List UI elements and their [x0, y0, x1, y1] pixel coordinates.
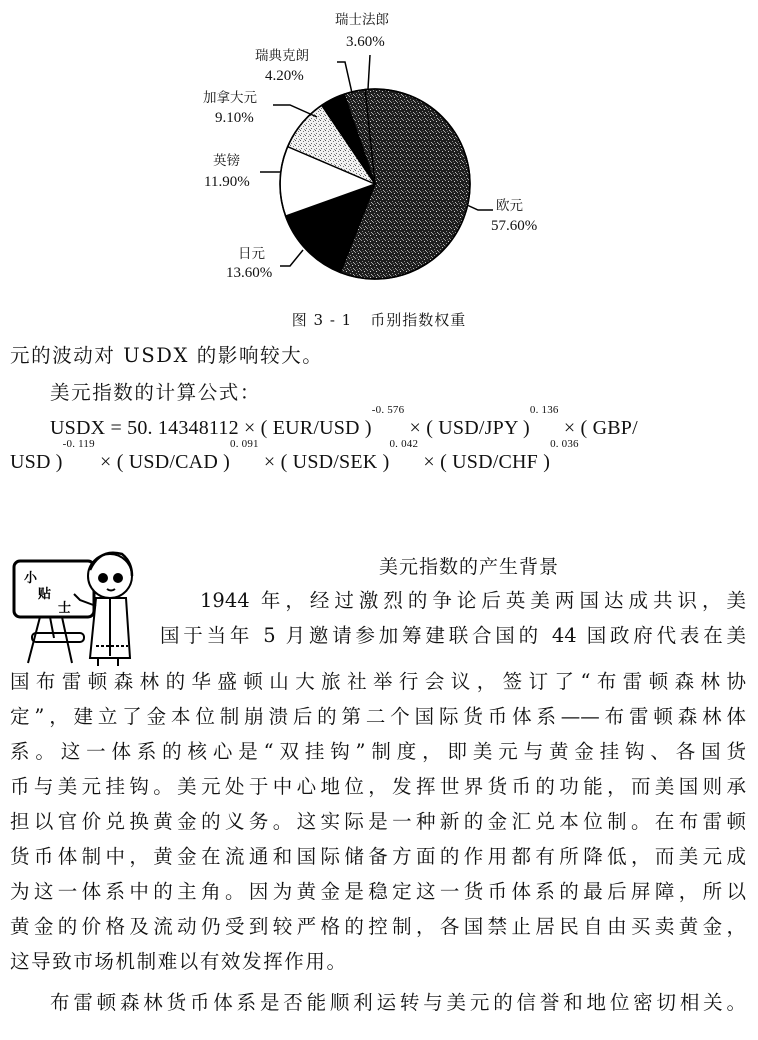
figure-caption: [0, 309, 758, 330]
board-text-2: 贴: [38, 587, 52, 602]
leader-line-sek: [337, 62, 352, 93]
tip-line: 1944 年，经过激烈的争论后英美两国达成共识，美: [200, 589, 746, 612]
tip-line: 国布雷顿森林的华盛顿山大旅社举行会议，签订了“布雷顿森林协: [10, 670, 746, 693]
tip-line: 这导致市场机制难以有效发挥作用。: [10, 950, 348, 973]
pie-slices: [280, 89, 470, 279]
leader-line-chf: [368, 55, 370, 89]
tip-mascot-illustration: [10, 528, 140, 668]
formula-exponent: 0. 136: [529, 404, 559, 416]
figure-title: 币别指数权重: [370, 311, 467, 329]
leader-line-eur: [467, 205, 493, 210]
slice-label-sek: 瑞典克朗: [255, 48, 309, 64]
slice-label-chf: 瑞士法郎: [335, 12, 389, 28]
tip-line: 币与美元挂钩。美元处于中心地位，发挥世界货币的功能，而美国则承: [10, 775, 746, 798]
formula-term: × ( USD/CHF ): [418, 451, 551, 473]
figure-number: 图 3 - 1: [291, 311, 353, 329]
tip-line: 担以官价兑换黄金的义务。这实际是一种新的金汇兑本位制。在布雷顿: [10, 810, 746, 833]
tip-heading: 美元指数的产生背景: [378, 556, 559, 578]
formula-term: × ( USD/JPY ): [404, 417, 530, 439]
formula-term: USD ): [10, 451, 63, 473]
slice-label-gbp: 英镑: [213, 153, 240, 169]
tip-line: 定”，建立了金本位制崩溃后的第二个国际货币体系——布雷顿森林体: [10, 705, 746, 728]
slice-value-chf: 3.60%: [346, 34, 385, 50]
slice-value-gbp: 11.90%: [204, 174, 250, 190]
slice-value-sek: 4.20%: [265, 68, 304, 84]
body-paragraph-line: 元的波动对 USDX 的影响较大。: [10, 344, 324, 367]
pie-chart: [0, 0, 758, 300]
formula-exponent: 0. 042: [389, 438, 419, 450]
slice-value-jpy: 13.60%: [226, 265, 273, 281]
tip-line: 黄金的价格及流动仍受到较严格的控制，各国禁止居民自由买卖黄金，: [10, 915, 746, 938]
leader-line-jpy: [280, 250, 303, 266]
formula-term: × ( USD/SEK ): [258, 451, 390, 473]
formula-term: × ( GBP/: [558, 417, 638, 439]
formula-exponent: 0. 091: [230, 438, 259, 450]
tip-line: 货币体制中，黄金在流通和国际储备方面的作用都有所降低，而美元成: [10, 845, 746, 868]
formula-intro: 美元指数的计算公式：: [50, 381, 262, 404]
slice-value-eur: 57.60%: [491, 218, 538, 234]
formula-exponent: 0. 036: [550, 438, 579, 450]
tip-line: 系。这一体系的核心是“双挂钩”制度，即美元与黄金挂钩、各国货: [10, 740, 746, 763]
slice-label-cad: 加拿大元: [203, 90, 257, 106]
formula-term: × ( USD/CAD ): [94, 451, 231, 473]
tip-line: 布雷顿森林货币体系是否能顺利运转与美元的信誉和地位密切相关。: [50, 991, 746, 1014]
slice-value-cad: 9.10%: [215, 110, 254, 126]
board-text-1: 小: [24, 571, 38, 586]
chalkboard-icon: [14, 561, 94, 617]
tip-line: 国于当年 5 月邀请参加筹建联合国的 44 国政府代表在美: [160, 624, 746, 647]
formula-line-2: [10, 438, 750, 477]
board-text-3: 士: [58, 601, 72, 616]
tip-line: 为这一体系中的主角。因为黄金是稳定这一货币体系的最后屏障，所以: [10, 880, 746, 903]
slice-label-jpy: 日元: [238, 246, 265, 262]
slice-label-eur: 欧元: [496, 198, 523, 214]
formula-exponent: -0. 119: [62, 438, 95, 450]
formula-exponent: -0. 576: [371, 404, 405, 416]
formula-term: USDX = 50. 14348112 × ( EUR/USD ): [50, 417, 372, 439]
